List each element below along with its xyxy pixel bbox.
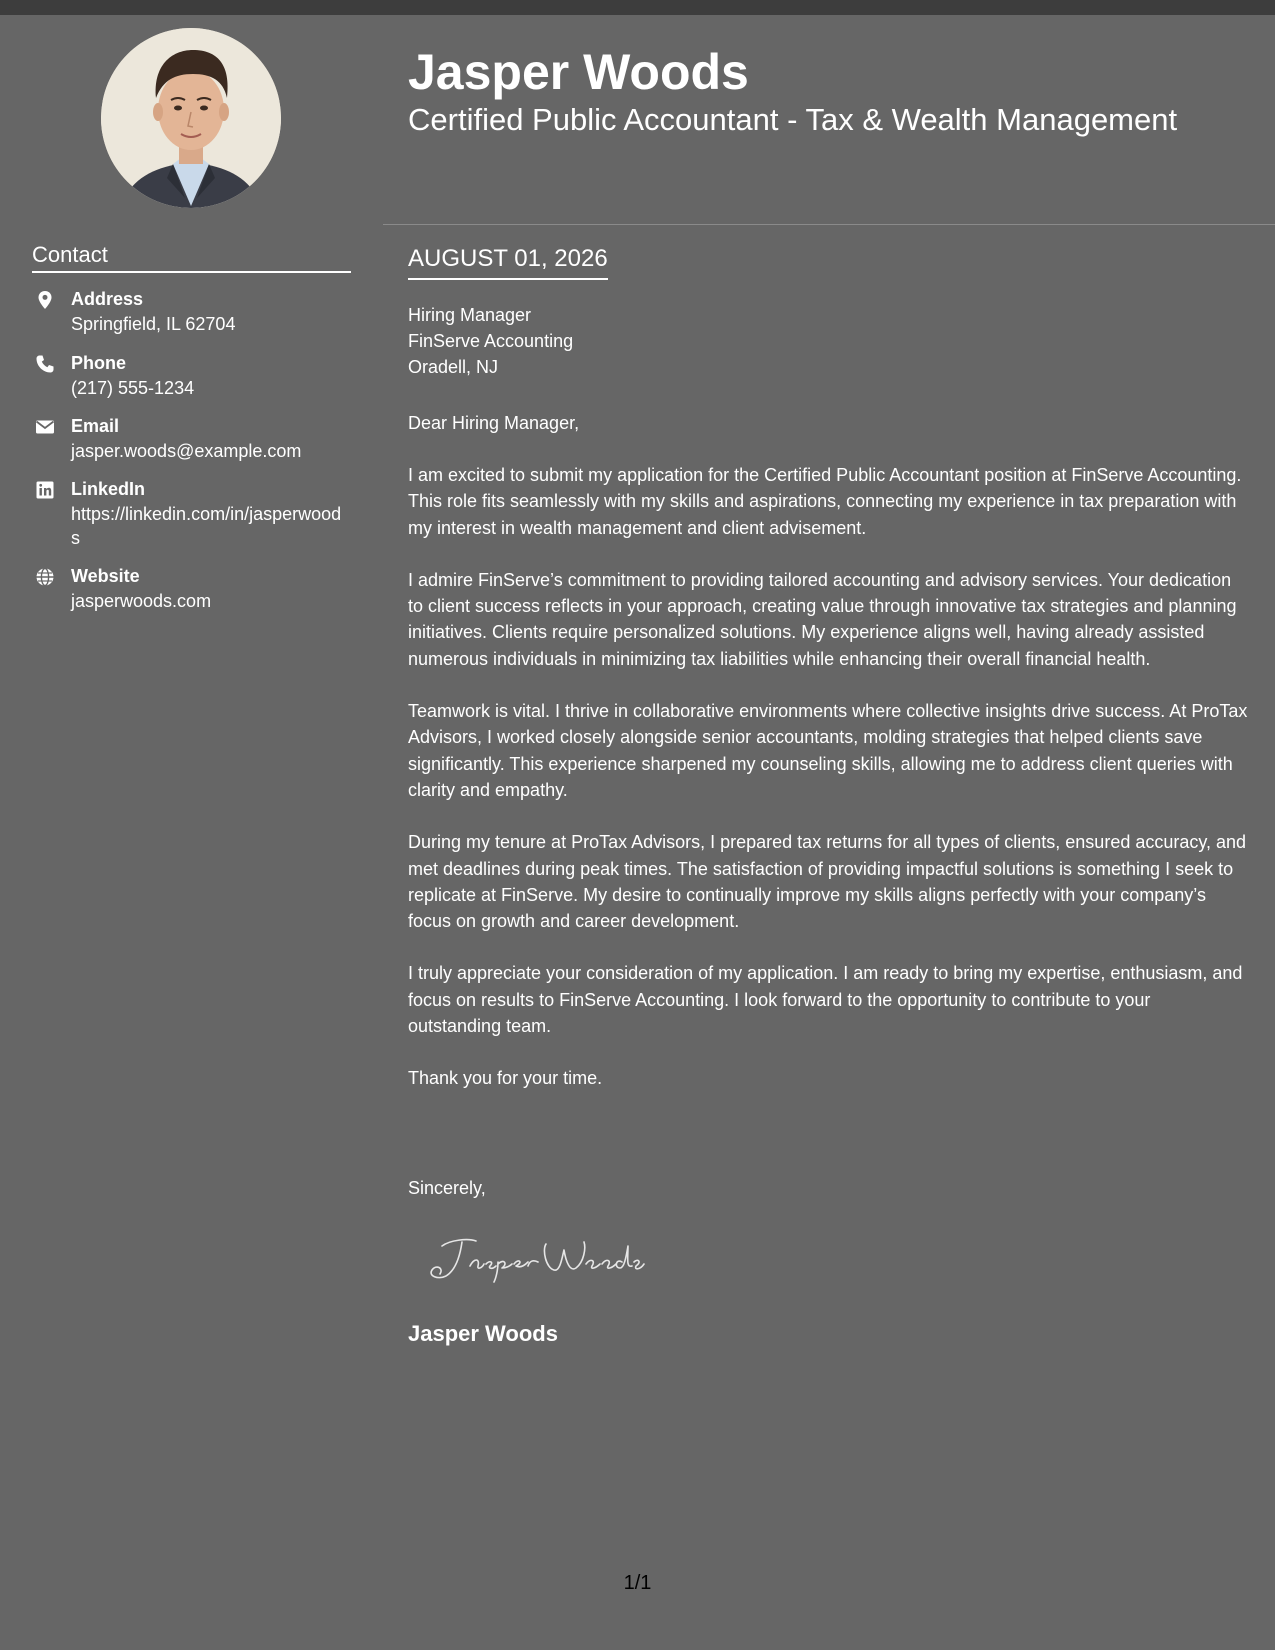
contact-heading: Contact: [32, 240, 351, 273]
recipient-line: FinServe Accounting: [408, 331, 574, 351]
header-name: Jasper Woods: [408, 44, 749, 100]
contact-website-label: Website: [71, 566, 140, 586]
phone-icon: [35, 354, 55, 374]
recipient-line: Oradell, NJ: [408, 357, 499, 377]
contact-address-value: Springfield, IL 62704: [71, 314, 236, 334]
letter-body: [408, 462, 1248, 1118]
contact-website-value[interactable]: jasperwoods.com: [71, 591, 212, 611]
contact-address-label: Address: [71, 289, 144, 309]
envelope-icon: [35, 417, 55, 437]
map-pin-icon: [35, 290, 55, 310]
globe-icon: [35, 567, 55, 587]
letter-date: AUGUST 01, 2026: [408, 243, 608, 280]
contact-email-value[interactable]: jasper.woods@example.com: [71, 441, 302, 461]
profile-photo: [101, 28, 281, 208]
contact-linkedin-label: LinkedIn: [71, 479, 146, 499]
signed-name: Jasper Woods: [408, 1321, 558, 1346]
contact-phone-label: Phone: [71, 353, 127, 373]
body-paragraph: Thank you for your time.: [408, 1068, 603, 1089]
body-paragraph: During my tenure at ProTax Advisors, I prepared tax returns for all types of clients, ensured accuracy, and met deadlines during peak times. The satisfaction of providing impactful solutions is something I seek to replicate at FinServe. My desire to continually improve my skills aligns perfectly with your company’s focus on growth and career development.: [408, 832, 1247, 932]
recipient-line: Hiring Manager: [408, 305, 532, 325]
body-paragraph: I truly appreciate your consideration of my application. I am ready to bring my expertise, enthusiasm, and focus on results to FinServe Accounting. I look forward to the opportunity to contribute to your outstanding team.: [408, 963, 1243, 1037]
header-divider: [383, 224, 1275, 225]
contact-phone-value: (217) 555-1234: [71, 378, 195, 398]
body-paragraph: I admire FinServe’s commitment to providing tailored accounting and advisory services. Your dedication to client success reflects in your approach, creating value through innovative tax strategies and planning initiatives. Clients require personalized solutions. My experience aligns well, having already assisted numerous individuals in minimizing tax liabilities while enhancing their overall financial health.: [408, 569, 1237, 669]
contact-email-label: Email: [71, 416, 120, 436]
salutation: Dear Hiring Manager,: [408, 413, 580, 433]
page-number: 1/1: [623, 1572, 652, 1594]
linkedin-icon: [35, 480, 55, 500]
recipient-block: [408, 302, 573, 380]
contact-linkedin-value[interactable]: https://linkedin.com/in/jasperwoods: [71, 504, 342, 548]
top-strip: [0, 0, 1275, 15]
header-job-title: Certified Public Accountant - Tax & Wealth Management: [408, 102, 1178, 137]
body-paragraph: I am excited to submit my application for the Certified Public Accountant position at FinServe Accounting. This role fits seamlessly with my skills and aspirations, connecting my experience in tax preparation with my interest in wealth management and client advisement.: [408, 465, 1242, 538]
body-paragraph: Teamwork is vital. I thrive in collaborative environments where collective insights drive success. At ProTax Advisors, I worked closely alongside senior accountants, molding strategies that helped clients save significantly. This experience sharpened my counseling skills, allowing me to address client queries with clarity and empathy.: [408, 701, 1248, 800]
handwritten-signature: [420, 1228, 660, 1288]
closing: Sincerely,: [408, 1178, 486, 1198]
